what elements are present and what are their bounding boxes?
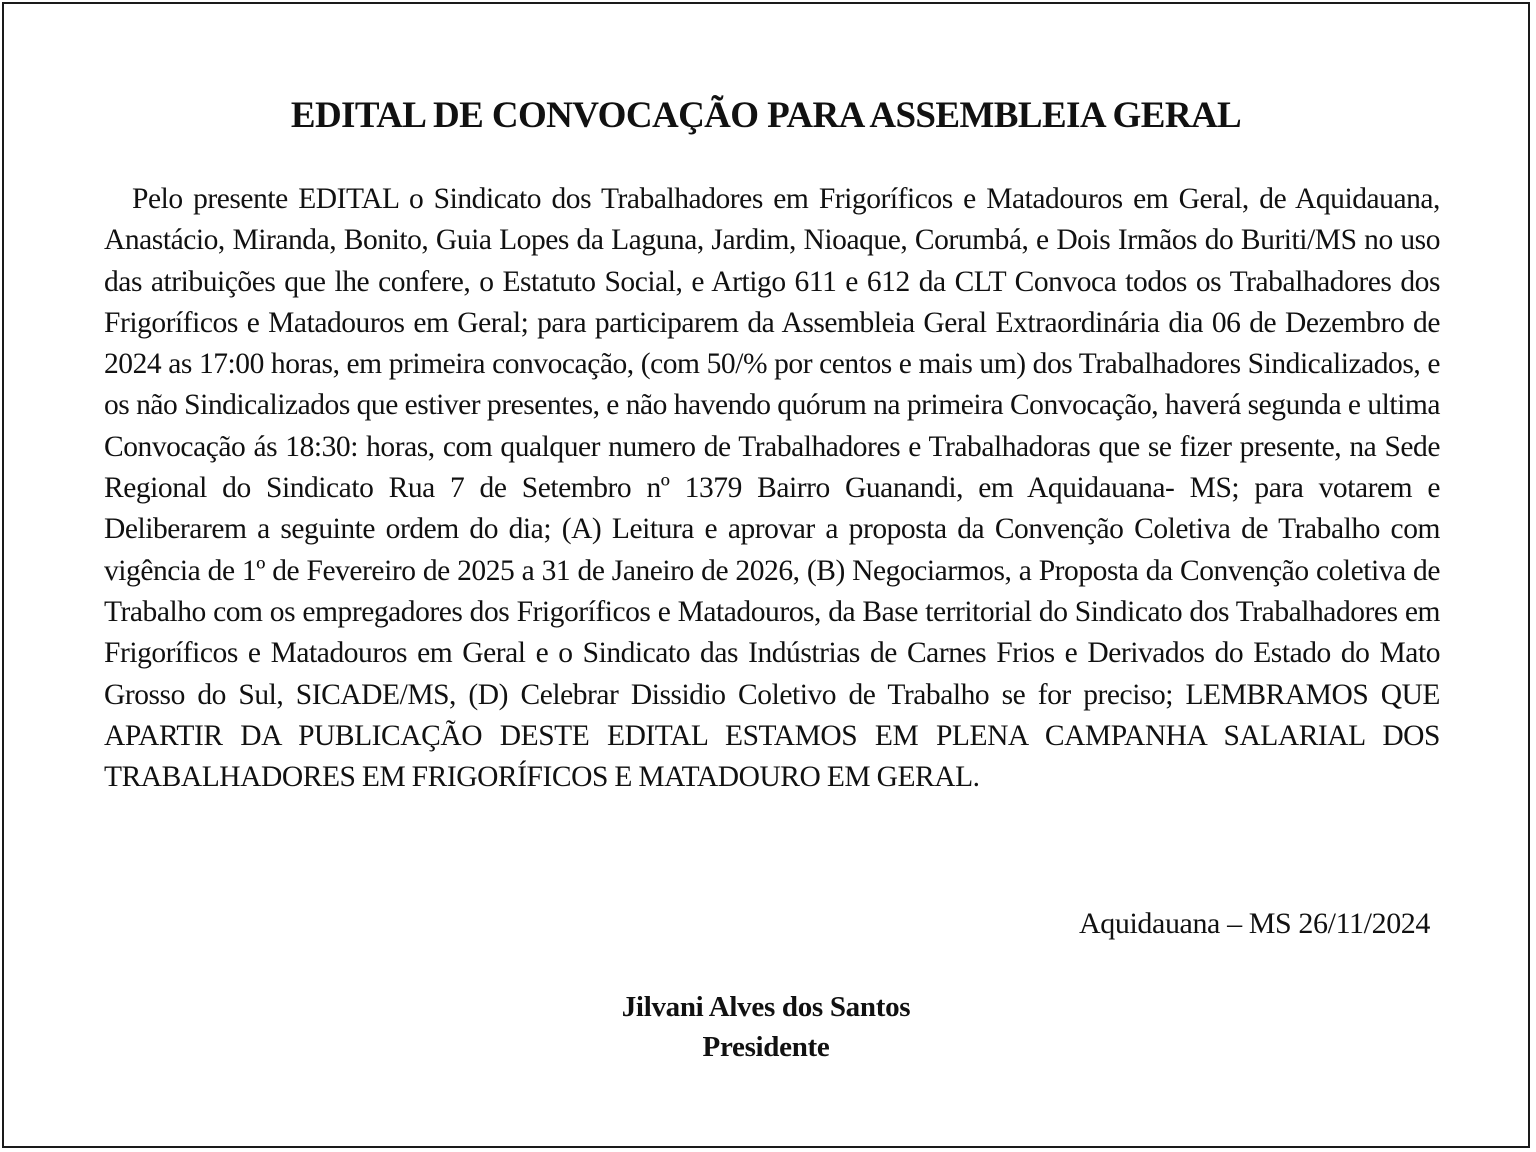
notice-title: EDITAL DE CONVOCAÇÃO PARA ASSEMBLEIA GERAL: [290, 95, 1242, 136]
signatory-role: Presidente: [702, 1031, 830, 1063]
signature-block: [4, 987, 1528, 1067]
signatory-name: Jilvani Alves dos Santos: [621, 991, 911, 1023]
notice-frame: [2, 2, 1530, 1148]
notice-body: Pelo presente EDITAL o Sindicato dos Trabalhadores em Frigoríficos e Matadouros em Geral, de Aquidauana, Anastácio, Miranda, Bonito, Guia Lopes da Laguna, Jardim, Nioaque, Corumbá, e Dois Irmãos do Buriti/MS no uso das atribuições que lhe confere, o Estatuto Social, e Artigo 611 e 612 da CLT Convoca todos os Trabalhadores dos Frigoríficos e Matadouros em Geral; para participarem da Assembleia Geral Extraordinária dia 06 de Dezembro de 2024 as 17:00 horas, em primeira convocação, (com 50/% por centos e mais um) dos Trabalhadores Sindicalizados, e os não Sindicalizados que estiver presentes, e não havendo quórum na primeira Convocação, haverá segunda e ultima Convocação ás 18:30: horas, com qualquer numero de Trabalhadores e Trabalhadoras que se fizer presente, na Sede Regional do Sindicato Rua 7 de Setembro nº 1379 Bairro Guanandi, em Aquidauana- MS; para votarem e Deliberarem a seguinte ordem do dia; (A) Leitura e aprovar a proposta da Convenção Coletiva de Trabalho com vigência de 1º de Fevereiro de 2025 a 31 de Janeiro de 2026, (B) Negociarmos, a Proposta da Convenção coletiva de Trabalho com os empregadores dos Frigoríficos e Matadouros, da Base territorial do Sindicato dos Trabalhadores em Frigoríficos e Matadouros em Geral e o Sindicato das Indústrias de Carnes Frios e Derivados do Estado do Mato Grosso do Sul, SICADE/MS, (D) Celebrar Dissidio Coletivo de Trabalho se for preciso; LEMBRAMOS QUE APARTIR DA PUBLICAÇÃO DESTE EDITAL ESTAMOS EM PLENA CAMPANHA SALARIAL DOS TRABALHADORES EM FRIGORÍFICOS E MATADOURO EM GERAL.: [104, 183, 1440, 794]
place-date: Aquidauana – MS 26/11/2024: [1079, 907, 1430, 940]
